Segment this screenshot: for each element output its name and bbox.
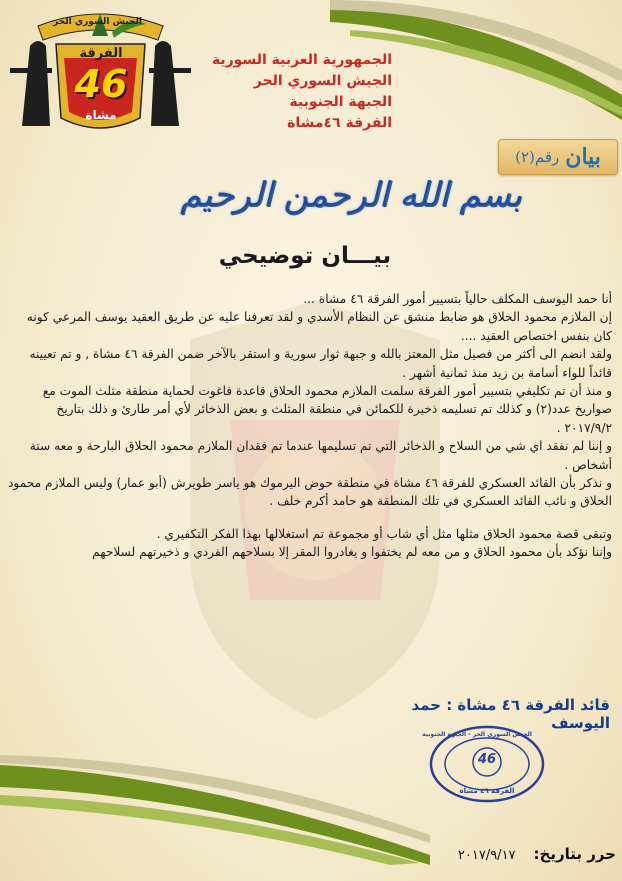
paragraph-weapons: و إننا لم نفقد اي شي من السلاح و الذخائر التي تم تسليمها عندما تم فقدان الملازم محمود الحلاق البارحة و معه ستة أشخاص . [29,439,612,472]
logo-division-name: الفرقة [79,46,123,61]
date-label: حرر بتاريخ: [533,845,616,863]
division-seal [422,724,546,804]
paragraph-joined: ولقد انضم الى أكثر من فصيل مثل المعتز بالله و جبهة ثوار سورية و استقر بالآخر ضمن الفرقة ٤٦ مشاة , و تم تعيينه قائداً للواء أسامة بن زيد منذ ثمانية أشهر . [29,347,612,380]
header-line-division: الفرقة ٤٦مشاة [287,115,392,131]
paragraph-story: وتبقى قصة محمود الحلاق مثلها مثل أي شاب أو مجموعة تم استغلالها بهذا الفكر التكفيري . [156,526,612,541]
logo-top-text: الجيش السوري الحر [53,17,142,27]
logo-infantry-label: مشاة [85,108,117,122]
division-logo [8,6,193,141]
issue-date [380,845,616,863]
paragraph-intro: أنا حمد اليوسف المكلف حالياً بتسيير أمور الفرقة ٤٦ مشاة ... [303,292,612,306]
seal-number: 46 [477,752,497,767]
logo-division-number: 46 [74,62,128,106]
header-line-army: الجيش السوري الحر [253,73,392,89]
paragraph-officer: إن الملازم محمود الحلاق هو ضابط منشق عن النظام الأسدي و لقد تعرفنا عليه عن طريق العقيد يوسف المرعي كونه كان بنفس اختصاص العقيد .... [26,310,612,343]
letterhead [182,50,392,134]
basmala-text: بسم الله الرحمن الرحيم [180,175,522,215]
paragraph-confirm: وإننا نؤكد بأن محمود الحلاق و من معه لم يختفوا و يغادروا المقر إلا بسلاحهم الفردي و ذخيرتهم لسلاحهم [92,545,612,560]
header-line-front: الجبهة الجنوبية [289,94,392,110]
paragraph-commander: و نذكر بأن القائد العسكري للفرقة ٤٦ مشاة في منطقة حوض اليرموك هو ياسر طويرش (أبو عمار) وليس الملازم محمود الحلاق و نائب القائد العسكري في تلك المنطقة هو حامد أكرم خلف . [8,476,612,509]
paragraph-handover: و منذ أن تم تكليفي بتسيير أمور الفرقة سلمت الملازم محمود الحلاق قاعدة فاغوت لحماية منطقة مثلث الموت مع صواريخ عدد(٢) و كذلك تم تسليمه ذخيرة للكمائن في منطقة المثلث و بعض الذخائر لأي أمر طارئ و ذلك بتاريخ ٢٠١٧/٩/٢ . [42,384,612,435]
statement-number-badge [498,139,618,175]
document-title: بيـــان توضيحي [218,243,392,269]
statement-body [8,290,612,562]
badge-word: بيان [565,144,601,170]
date-value: ٢٠١٧/٩/١٧ [457,848,516,863]
seal-ring-text: الجيش السوري الحر - الجبهة الجنوبية [422,731,532,738]
badge-number: رقم(٢) [515,148,560,166]
commander-signature: قائد الفرقة ٤٦ مشاة : حمد اليوسف [411,696,610,732]
basmala-calligraphy [180,160,522,238]
seal-bottom-text: الفرقة ٤٦ مشاة [459,787,515,795]
bottom-swoosh-decoration [0,755,430,865]
paragraph-spacer [8,511,612,525]
header-line-republic: الجمهورية العربية السورية [211,52,392,68]
